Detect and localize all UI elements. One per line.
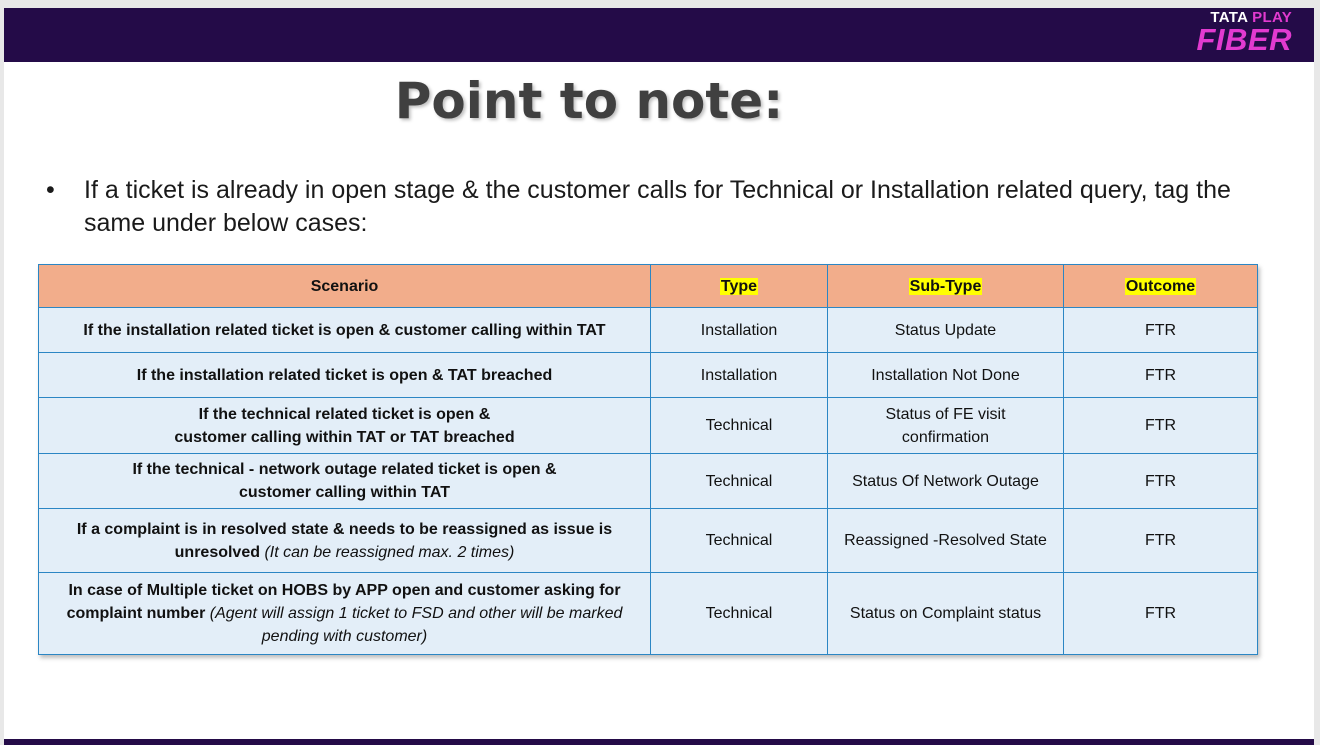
outcome-cell: FTR: [1064, 398, 1258, 454]
table-row: [39, 509, 1258, 573]
outcome-cell: FTR: [1064, 573, 1258, 655]
scenario-text: If the technical related ticket is open &: [198, 405, 491, 423]
logo-word-fiber: FIBER: [1196, 22, 1292, 57]
subtype-cell: Status Of Network Outage: [828, 454, 1064, 509]
header-type-label: Type: [720, 277, 758, 295]
bullet-text: If a ticket is already in open stage & the customer calls for Technical or Installation related query, tag the same under below cases:: [84, 176, 1231, 237]
scenario-cell: [39, 353, 651, 398]
scenario-cell: [39, 573, 651, 655]
subtype-cell: Status of FE visit confirmation: [828, 398, 1064, 454]
slide: [4, 8, 1314, 745]
scenario-text: If a complaint is in resolved state & needs to be reassigned as issue is: [76, 520, 613, 538]
footer-bar: [4, 739, 1314, 745]
scenario-cell: [39, 454, 651, 509]
bullet-point: [46, 174, 1276, 240]
logo-word-tata: TATA: [1210, 9, 1248, 26]
table-header-row: [39, 265, 1258, 308]
header-scenario: [39, 265, 651, 308]
table-row: [39, 454, 1258, 509]
tata-play-fiber-logo: [1197, 10, 1293, 55]
logo-word-play: PLAY: [1252, 9, 1292, 26]
scenario-note: (It can be reassigned max. 2 times): [264, 543, 515, 561]
scenario-text: If the installation related ticket is open & customer calling within TAT: [83, 321, 606, 339]
type-cell: Installation: [651, 308, 828, 353]
outcome-cell: FTR: [1064, 454, 1258, 509]
scenario-text: If the technical - network outage related ticket is open &: [132, 461, 557, 478]
scenario-text-line2: unresolved: [174, 543, 260, 561]
table-row: [39, 398, 1258, 454]
scenario-cell: [39, 308, 651, 353]
scenario-text-line2: customer calling within TAT: [239, 484, 450, 501]
header-bar: [4, 8, 1314, 62]
subtype-cell: Installation Not Done: [828, 353, 1064, 398]
page-title: Point to note:: [394, 72, 784, 130]
header-scenario-label: Scenario: [310, 277, 379, 295]
header-outcome-label: Outcome: [1125, 277, 1196, 295]
table-row: [39, 573, 1258, 655]
subtype-cell: Status on Complaint status: [828, 573, 1064, 655]
subtype-cell: Status Update: [828, 308, 1064, 353]
type-cell: Technical: [651, 454, 828, 509]
scenario-cell: [39, 509, 651, 573]
scenario-text: If the installation related ticket is open & TAT breached: [136, 366, 553, 384]
table-row: [39, 308, 1258, 353]
type-cell: Technical: [651, 509, 828, 573]
outcome-cell: FTR: [1064, 353, 1258, 398]
subtype-cell: Reassigned -Resolved State: [828, 509, 1064, 573]
header-outcome: [1064, 265, 1258, 308]
header-subtype: [828, 265, 1064, 308]
table-row: [39, 353, 1258, 398]
scenario-text-line2: customer calling within TAT or TAT breached: [174, 428, 515, 446]
scenario-table: [38, 264, 1258, 655]
type-cell: Installation: [651, 353, 828, 398]
outcome-cell: FTR: [1064, 308, 1258, 353]
bullet-icon: •: [46, 176, 55, 204]
type-cell: Technical: [651, 398, 828, 454]
scenario-text: In case of Multiple ticket on HOBS by APP open and customer asking for: [68, 582, 621, 599]
outcome-cell: FTR: [1064, 509, 1258, 573]
scenario-note: (Agent will assign 1 ticket to FSD and other will be marked pending with customer): [209, 605, 623, 645]
scenario-cell: [39, 398, 651, 454]
header-subtype-label: Sub-Type: [909, 277, 982, 295]
header-type: [651, 265, 828, 308]
type-cell: Technical: [651, 573, 828, 655]
scenario-text-line2: complaint number: [66, 605, 206, 622]
